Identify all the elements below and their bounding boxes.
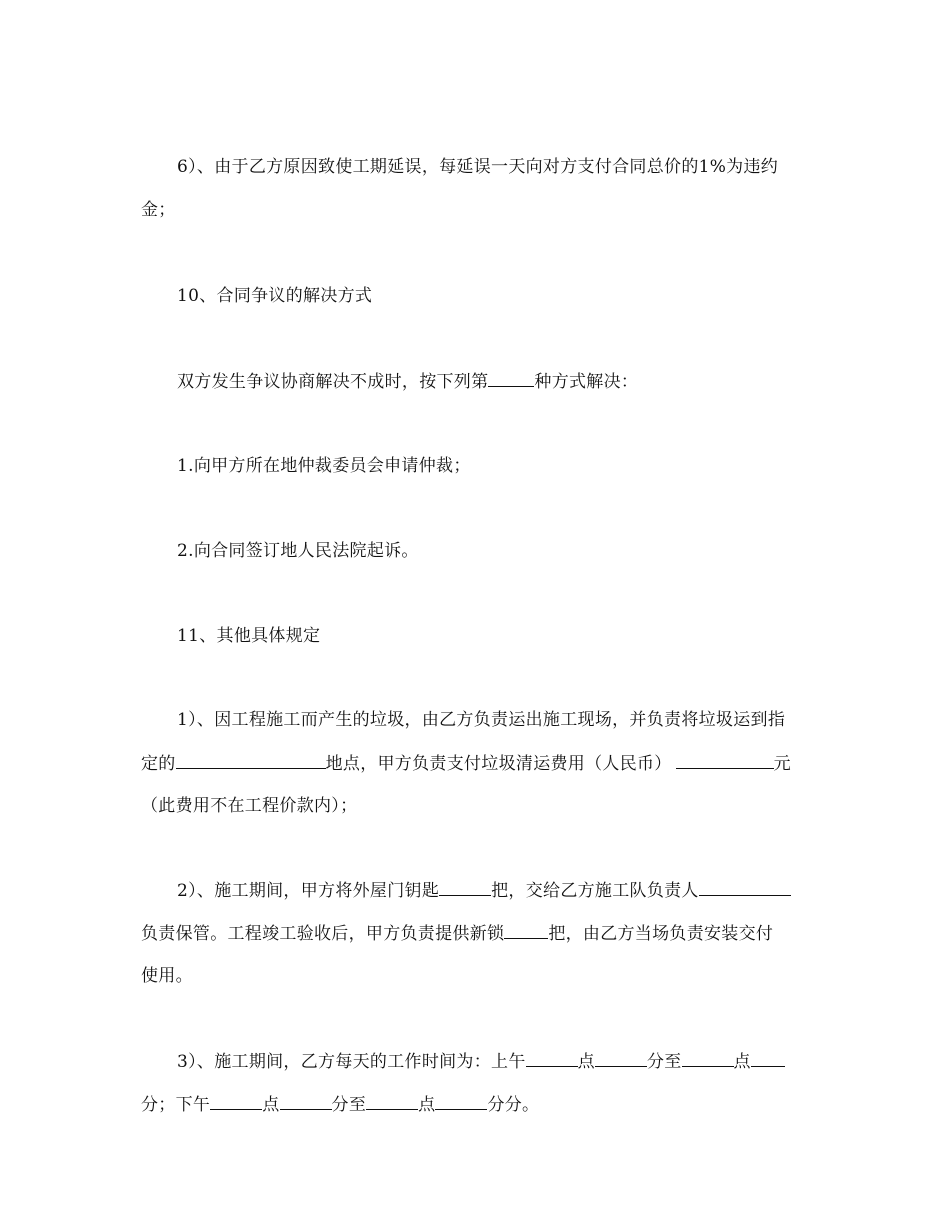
rule-2-text-b: 把，交给乙方施工队负责人 xyxy=(491,881,699,901)
blank-pm-start-minute[interactable] xyxy=(280,1094,332,1110)
rule-1-text-b: 地点，甲方负责支付垃圾清运费用（人民币） xyxy=(325,754,672,774)
rule-3-text-b: 点 xyxy=(577,1052,595,1072)
rule-1-line-1 xyxy=(141,710,811,730)
rule-1-text-d: （此费用不在工程价款内）； xyxy=(141,796,358,816)
rule-3-text-d: 点 xyxy=(733,1052,751,1072)
rule-1-text: 1）、因工程施工而产生的垃圾，由乙方负责运出施工现场，并负责将垃圾运到指 xyxy=(177,710,786,730)
clause-6-line-2 xyxy=(141,200,811,220)
section-11-title: 11、其他具体规定 xyxy=(177,626,321,646)
rule-3-line-2 xyxy=(141,1094,811,1115)
section-10-option-2 xyxy=(141,541,811,561)
blank-disposal-fee[interactable] xyxy=(676,753,774,769)
blank-am-start-hour[interactable] xyxy=(526,1051,578,1067)
blank-new-lock-count[interactable] xyxy=(504,923,548,939)
blank-team-leader[interactable] xyxy=(699,880,791,896)
section-10-text-b: 种方式解决： xyxy=(534,372,639,392)
section-10-text xyxy=(141,371,811,392)
blank-am-end-hour[interactable] xyxy=(682,1051,734,1067)
rule-1-text-c: 元 xyxy=(773,754,791,774)
rule-1-text-a: 定的 xyxy=(141,754,176,774)
blank-disposal-location[interactable] xyxy=(176,753,326,769)
blank-am-end-minute[interactable] xyxy=(751,1051,785,1067)
rule-3-text-c: 分至 xyxy=(646,1052,682,1072)
rule-1-line-3 xyxy=(141,796,811,816)
rule-2-text-c: 负责保管。工程竣工验收后，甲方负责提供新锁 xyxy=(141,924,505,944)
rule-2-line-2 xyxy=(141,923,811,944)
rule-2-text-a: 2）、施工期间，甲方将外屋门钥匙 xyxy=(177,881,440,901)
section-10-option-1 xyxy=(141,456,811,476)
option-1-text: 1.向甲方所在地仲裁委员会申请仲裁； xyxy=(177,456,471,476)
option-2-text: 2.向合同签订地人民法院起诉。 xyxy=(177,541,419,561)
blank-pm-end-hour[interactable] xyxy=(366,1094,418,1110)
blank-pm-end-minute[interactable] xyxy=(435,1094,487,1110)
rule-3-text-h: 点 xyxy=(418,1095,436,1115)
section-11-heading xyxy=(141,626,811,646)
section-10-text-a: 双方发生争议协商解决不成时，按下列第 xyxy=(177,372,489,392)
section-10-title: 10、合同争议的解决方式 xyxy=(177,286,373,306)
blank-key-count[interactable] xyxy=(439,880,491,896)
rule-3-text-f: 点 xyxy=(262,1095,280,1115)
rule-3-text-e: 分；下午 xyxy=(141,1095,211,1115)
clause-6-text: 6）、由于乙方原因致使工期延误，每延误一天向对方支付合同总价的1%为违约 xyxy=(177,157,779,177)
rule-2-text-d: 把，由乙方当场负责安装交付 xyxy=(548,924,774,944)
blank-pm-start-hour[interactable] xyxy=(210,1094,262,1110)
section-10-heading xyxy=(141,286,811,306)
rule-3-text-g: 分至 xyxy=(331,1095,367,1115)
rule-3-line-1 xyxy=(141,1051,811,1072)
rule-2-line-3 xyxy=(141,966,811,986)
blank-option-number[interactable] xyxy=(488,371,534,387)
rule-2-line-1 xyxy=(141,880,811,901)
rule-3-text-i: 分分。 xyxy=(487,1095,540,1115)
clause-6-line-1 xyxy=(141,157,811,177)
rule-3-text-a: 3）、施工期间，乙方每天的工作时间为：上午 xyxy=(177,1052,526,1072)
rule-2-text-e: 使用。 xyxy=(141,966,193,986)
rule-1-line-2 xyxy=(141,753,811,774)
clause-6-text-cont: 金； xyxy=(141,200,176,220)
blank-am-start-minute[interactable] xyxy=(595,1051,647,1067)
